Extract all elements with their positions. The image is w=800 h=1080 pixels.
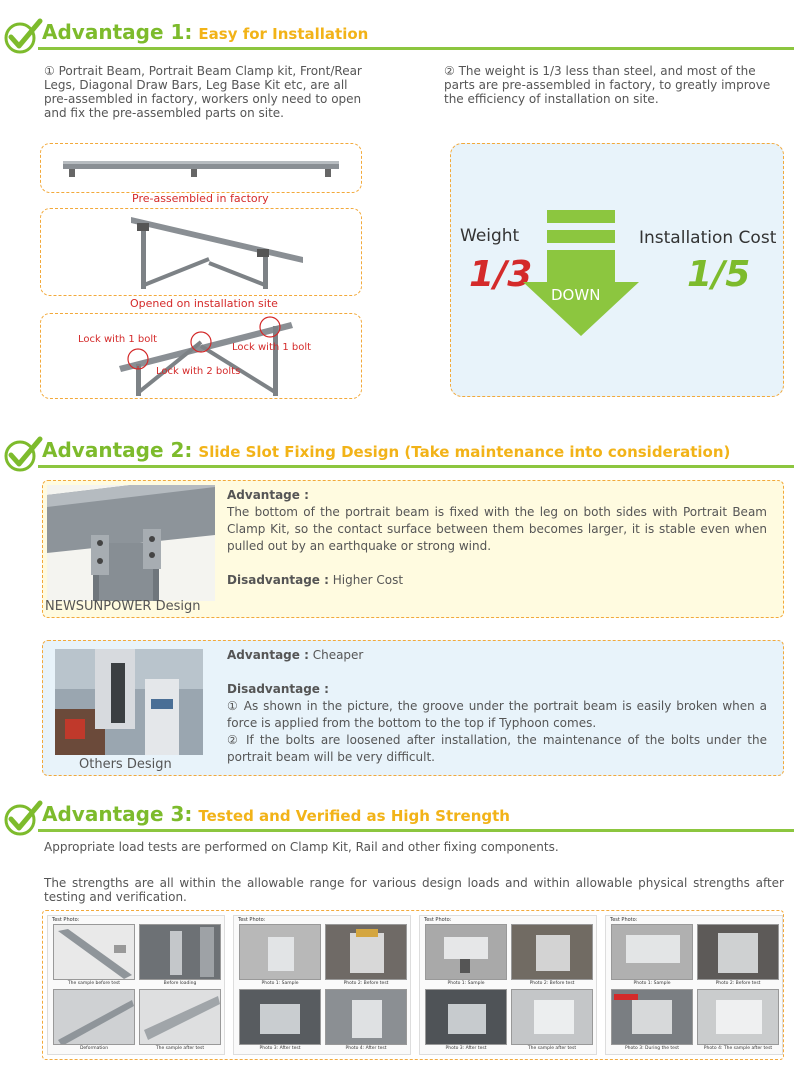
test-card-label: Test Photo:: [238, 917, 266, 923]
advantage-3-text-1: Appropriate load tests are performed on Clamp Kit, Rail and other fixing components.: [44, 840, 559, 854]
locked-frame-illustration: [41, 314, 361, 398]
newsunpower-beam-photo: [47, 485, 215, 601]
test-photo: [511, 924, 593, 980]
test-photo: [239, 989, 321, 1045]
test-photo-caption: Before loading: [163, 981, 197, 986]
test-photo: [325, 924, 407, 980]
caption-pre-assembled: Pre-assembled in factory: [132, 192, 269, 205]
advantage-2-header: [0, 436, 800, 476]
lock-diagram-box: [40, 313, 362, 399]
test-photo: [425, 924, 507, 980]
test-photo: [53, 989, 135, 1045]
test-card-label: Test Photo:: [610, 917, 638, 923]
advantage-1-title: Advantage 1:: [42, 20, 193, 44]
newsunpower-text: [227, 487, 767, 589]
caption-lock-2: Lock with 2 bolts: [156, 366, 241, 377]
weight-cost-infographic: [450, 143, 784, 397]
test-photo: [325, 989, 407, 1045]
test-card-label: Test Photo:: [52, 917, 80, 923]
test-photo-caption: The sample after test: [155, 1046, 205, 1051]
header-rule: [38, 47, 794, 50]
test-card-4: [605, 915, 783, 1055]
test-card-1: [47, 915, 225, 1055]
disadvantage-title: Disadvantage :: [227, 682, 329, 696]
others-caption: Others Design: [79, 757, 172, 772]
cost-fraction: 1/5: [687, 254, 751, 295]
test-photo: [611, 924, 693, 980]
test-photo-caption: Photo 2: Before test: [529, 981, 575, 986]
test-photo: [697, 989, 779, 1045]
opened-diagram-box: [40, 208, 362, 296]
factory-diagram-box: [40, 143, 362, 193]
test-photos-strip: [42, 910, 784, 1060]
test-photo-caption: Photo 3: After test: [445, 1046, 487, 1051]
advantage-1-subtitle: Easy for Installation: [198, 25, 369, 43]
caption-lock-1-left: Lock with 1 bolt: [78, 334, 158, 345]
weight-label: Weight: [460, 226, 520, 246]
advantage-1-text-left: ① Portrait Beam, Portrait Beam Clamp kit, Front/Rear Legs, Diagonal Draw Bars, Leg Base Kit etc, are all pre-assembled in factory, workers only need to open and fix the pre-assembled parts on site.: [44, 64, 362, 120]
test-photo-caption: Photo 3: After test: [259, 1046, 301, 1051]
test-photo: [425, 989, 507, 1045]
test-card-2: [233, 915, 411, 1055]
advantage-3-title: Advantage 3:: [42, 802, 193, 826]
advantage-text: The bottom of the portrait beam is fixed with the leg on both sides with Portrait Beam Clamp Kit, so the contact surface between them becomes larger, it is stable even when pulled out by an earthquake or strong wind.: [227, 505, 767, 553]
test-photo-caption: Photo 3: During the test: [624, 1046, 680, 1051]
test-photo: [53, 924, 135, 980]
advantage-text: Cheaper: [308, 648, 364, 662]
test-photo-caption: Photo 2: Before test: [343, 981, 389, 986]
test-card-3: [419, 915, 597, 1055]
advantage-3-text-2: The strengths are all within the allowable range for various design loads and within allowable physical strengths after testing and verification.: [44, 876, 784, 904]
test-photo-caption: The sample before test: [67, 981, 121, 986]
test-photo-caption: The sample after test: [527, 1046, 577, 1051]
advantage-2-subtitle: Slide Slot Fixing Design (Take maintenance into consideration): [198, 443, 731, 461]
test-photo: [611, 989, 693, 1045]
test-photo-caption: Photo 2: Before test: [715, 981, 761, 986]
test-photo: [697, 924, 779, 980]
header-rule: [38, 829, 794, 832]
others-design-photo: [55, 649, 203, 755]
folded-beam-illustration: [41, 144, 361, 192]
advantage-3-header: [0, 800, 800, 840]
disadvantage-title: Disadvantage :: [227, 573, 329, 587]
installation-cost-label: Installation Cost: [639, 228, 777, 248]
test-card-label: Test Photo:: [424, 917, 452, 923]
advantage-3-subtitle: Tested and Verified as High Strength: [198, 807, 510, 825]
test-photo-caption: Photo 1: Sample: [447, 981, 485, 986]
advantage-2-title: Advantage 2:: [42, 438, 193, 462]
disadvantage-text-2: ② If the bolts are loosened after installation, the maintenance of the bolts under the portrait beam will be very difficult.: [227, 733, 767, 764]
advantage-1-header: [0, 18, 800, 58]
newsunpower-design-panel: [42, 480, 784, 618]
opened-frame-illustration: [41, 209, 361, 295]
caption-lock-1-right: Lock with 1 bolt: [232, 342, 312, 353]
others-text: [227, 647, 767, 766]
disadvantage-text-1: ① As shown in the picture, the groove under the portrait beam is easily broken when a force is applied from the bottom to the top if Typhoon comes.: [227, 699, 767, 730]
disadvantage-text: Higher Cost: [328, 573, 404, 587]
test-photo-caption: Deformation: [79, 1046, 109, 1051]
test-photo-caption: Photo 4: The sample after test: [703, 1046, 773, 1051]
newsunpower-caption: NEWSUNPOWER Design: [45, 599, 201, 614]
advantage-title: Advantage :: [227, 648, 309, 662]
test-photo: [139, 989, 221, 1045]
test-photo-caption: Photo 4: After test: [345, 1046, 387, 1051]
caption-opened: Opened on installation site: [130, 297, 278, 310]
test-photo-caption: Photo 1: Sample: [261, 981, 299, 986]
test-photo-caption: Photo 1: Sample: [633, 981, 671, 986]
header-rule: [38, 465, 794, 468]
test-photo: [511, 989, 593, 1045]
advantage-1-text-right: ② The weight is 1/3 less than steel, and most of the parts are pre-assembled in factory, to greatly improve the efficiency of installation on site.: [444, 64, 771, 106]
test-photo: [239, 924, 321, 980]
test-photo: [139, 924, 221, 980]
weight-fraction: 1/3: [469, 254, 533, 295]
down-label: DOWN: [551, 286, 601, 304]
advantage-title: Advantage :: [227, 488, 309, 502]
down-arrow-icon: [519, 208, 643, 338]
others-design-panel: [42, 640, 784, 776]
